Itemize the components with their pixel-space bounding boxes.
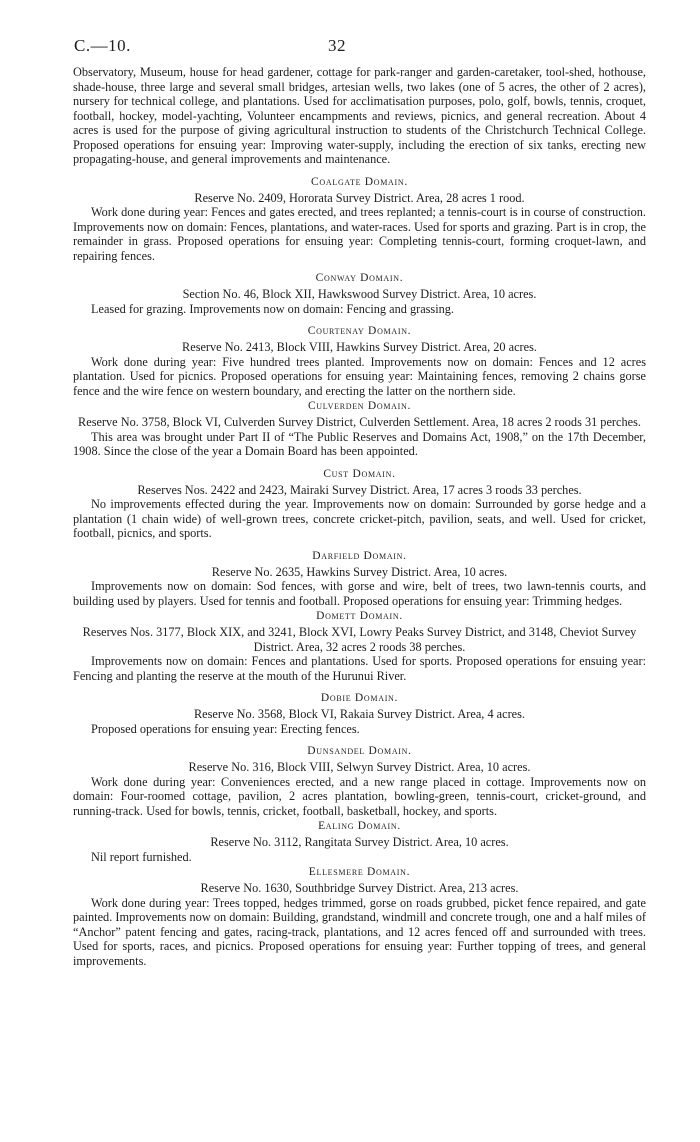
section-body: Work done during year: Conveniences erected, and a new range placed in cottage. Improvements now on domain: Four-roomed cottage, pavilion, 2 acres plantation, bowling-green, tennis-court, cricket-ground, and running-track. Used for bowls, tennis, cricket, football, basketball, hockey, and sports. [73,774,646,818]
section-body: Improvements now on domain: Sod fences, with gorse and wire, belt of trees, two lawn-tennis courts, and building used by players. Used for tennis and football. Proposed operations for ensuing year: Trimming hedges. [73,579,646,608]
section-domett [73,610,646,683]
section-coalgate [73,176,646,264]
section-title: Dunsandel Domain. [307,745,412,757]
section-title: Culverden Domain. [307,400,412,412]
section-dobie [73,692,646,736]
reserve-line: Section No. 46, Block XII, Hawkswood Survey District. Area, 10 acres. [182,287,537,301]
reserve-line: Reserve No. 2413, Block VIII, Hawkins Survey District. Area, 20 acres. [182,340,537,354]
section-cust [73,468,646,541]
reserve-line: Reserve No. 2409, Hororata Survey District. Area, 28 acres 1 rood. [194,190,525,205]
reserve-line: Reserve No. 2635, Hawkins Survey District. Area, 10 acres. [211,564,508,579]
section-body: No improvements effected during the year. Improvements now on domain: Surrounded by gorse hedge and a plantation (1 chain wide) of well-grown trees, concrete cricket-pitch, pavilion, seats, and well. Used for cricket, football, picnics, and sports. [73,497,646,540]
section-body: Work done during year: Fences and gates erected, and trees replanted; a tennis-court is in course of construction. Improvements now on domain: Fences, plantations, and water-races. Used for sports and grazing. Part is in crop, the remainder in grass. Proposed operations for ensuing year: Completing tennis-court, forming croquet-lawn, and repairing fences. [73,205,646,263]
section-ellesmere [73,866,646,968]
intro-paragraph: Observatory, Museum, house for head gardener, cottage for park-ranger and garden-caretaker, tool-shed, hothouse, shade-house, three large and several small bridges, artesian wells, two lakes (one of 5 acres, the other of 2 acres), nursery for technical college, and plantations. Used for acclimatisation purposes, polo, golf, bowls, tennis, croquet, football, hockey, model-yachting, Volunteer encampments and reviews, picnics, and general recreation. About 4 acres is used for the purpose of giving agricultural instruction to students of the Christchurch Technical College. Proposed operations for ensuing year: Improving water-supply, including the erection of six tanks, erecting new propagating-house, and general improvements and maintenance. [73,65,646,166]
section-title: Ellesmere Domain. [308,866,411,878]
section-body: Leased for grazing. Improvements now on domain: Fencing and grassing. [91,301,455,316]
reserve-line: Reserve No. 316, Block VIII, Selwyn Survey District. Area, 10 acres. [188,760,531,774]
page-body [73,65,646,968]
reserve-line: Reserves Nos. 3177, Block XIX, and 3241, Block XVI, Lowry Peaks Survey District, and 3148, Cheviot Survey District. Area, 32 acres 2 roods 38 perches. [82,625,637,654]
section-ealing [73,820,646,864]
section-title: Domett Domain. [316,610,403,622]
section-title: Courtenay Domain. [307,325,412,337]
section-darfield [73,550,646,609]
section-dunsandel [73,745,646,818]
section-body: Work done during year: Five hundred trees planted. Improvements now on domain: Fences and 12 acres plantation. Used for picnics. Proposed operations for ensuing year: Maintaining fences, removing 2 chains gorse fence and the wire fence on western boundary, and erecting the latter on the northern side. [73,354,646,398]
section-title: Coalgate Domain. [311,175,408,188]
section-body: Proposed operations for ensuing year: Erecting fences. [91,721,360,736]
series-code: C.—10. [74,36,131,55]
reserve-line: Reserve No. 1630, Southbridge Survey District. Area, 213 acres. [200,881,519,895]
page-number: 32 [328,36,346,55]
section-body: This area was brought under Part II of “The Public Reserves and Domains Act, 1908,” on the 17th December, 1908. Since the close of the year a Domain Board has been appointed. [73,429,646,458]
reserve-line: Reserve No. 3568, Block VI, Rakaia Survey District. Area, 4 acres. [193,707,526,721]
reserve-line: Reserves Nos. 2422 and 2423, Mairaki Survey District. Area, 17 acres 3 roods 33 perches. [137,482,582,497]
section-body: Improvements now on domain: Fences and plantations. Used for sports. Proposed operations for ensuing year: Fencing and planting the reserve at the mouth of the Hurunui River. [73,654,646,683]
section-courtenay [73,325,646,398]
section-title: Cust Domain. [323,467,396,480]
section-conway [73,272,646,316]
section-body: Nil report furnished. [91,849,192,864]
section-title: Darfield Domain. [312,549,407,562]
section-title: Ealing Domain. [318,820,401,832]
reserve-line: Reserve No. 3112, Rangitata Survey District. Area, 10 acres. [210,835,509,849]
reserve-line: Reserve No. 3758, Block VI, Culverden Survey District, Culverden Settlement. Area, 18 acres 2 roods 31 perches. [78,415,641,429]
section-title: Dobie Domain. [320,692,399,704]
section-title: Conway Domain. [315,272,404,284]
section-body: Work done during year: Trees topped, hedges trimmed, gorse on roads grubbed, picket fence repaired, and gate painted. Improvements now on domain: Building, grandstand, windmill and concrete trough, one and a half miles of “Anchor” patent fencing and gates, racing-track, plantations, and 12 acres fenced off and surrounded with trees. Used for sports, races, and picnics. Proposed operations for ensuing year: Further topping of trees, and general improvements. [73,895,646,968]
section-culverden [73,400,646,459]
